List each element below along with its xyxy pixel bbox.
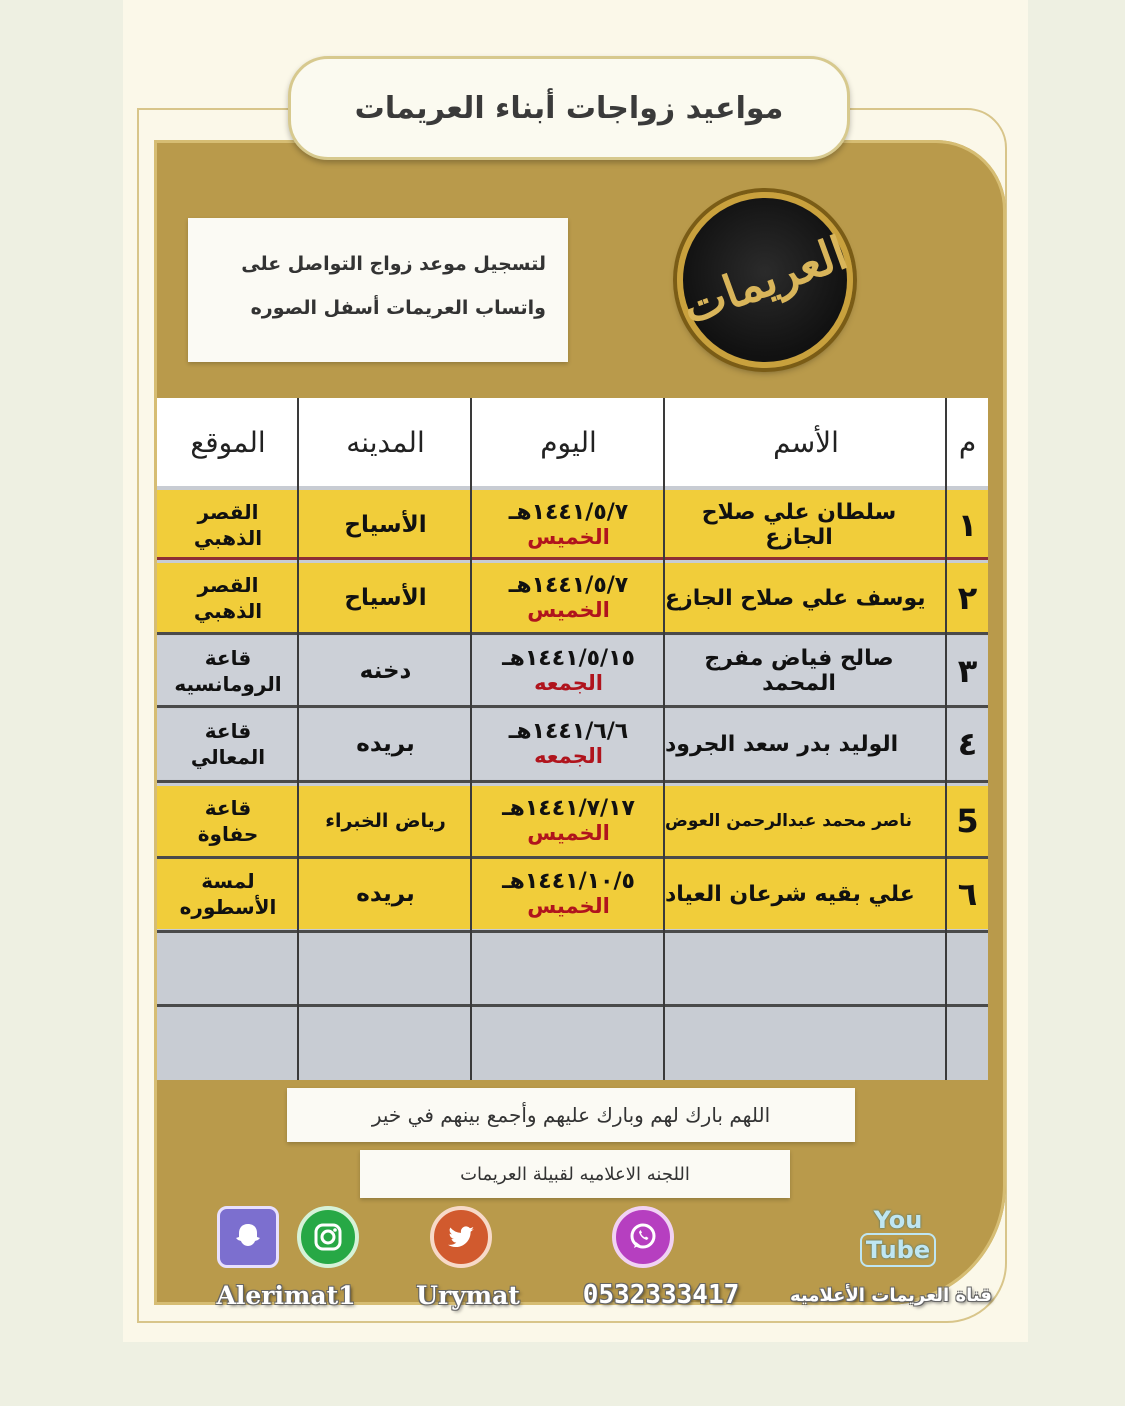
column-divider	[663, 398, 665, 1080]
row-location-line-2: الأسطوره	[179, 895, 277, 919]
row-day: الجمعه	[534, 671, 603, 695]
row-day: الجمعه	[534, 744, 603, 768]
row-location	[157, 786, 299, 856]
column-divider	[470, 398, 472, 1080]
row-divider	[157, 780, 988, 783]
twitter-icon[interactable]	[430, 1206, 492, 1268]
row-location-line-2: حفاوة	[197, 822, 259, 846]
whatsapp-number[interactable]: 0532333417	[582, 1280, 740, 1310]
table-row	[157, 709, 988, 779]
table-row	[157, 563, 988, 633]
youtube-channel-name[interactable]: قناة العريمات الأعلاميه	[790, 1284, 992, 1306]
info-box	[188, 218, 568, 362]
row-name: ناصر محمد عبدالرحمن العوض	[665, 811, 912, 831]
page-title: مواعيد زواجات أبناء العريمات	[354, 90, 784, 126]
row-num: ٦	[957, 875, 978, 913]
committee-text: اللجنه الاعلاميه لقبيلة العريمات	[460, 1163, 690, 1185]
row-date: ١٤٤١/١٠/٥هـ	[502, 869, 635, 894]
row-location	[157, 709, 299, 779]
row-location	[157, 859, 299, 929]
row-date: ١٤٤١/٦/٦هـ	[508, 719, 629, 744]
row-num: 5	[956, 802, 979, 840]
column-divider	[297, 398, 299, 1080]
title-box	[288, 56, 850, 160]
row-location-line-1: قاعة	[204, 719, 252, 743]
row-day: الخميس	[527, 598, 610, 622]
snapchat-handle[interactable]: Alerimat1	[216, 1280, 356, 1310]
row-divider	[157, 557, 988, 560]
row-name: علي بقيه شرعان العياد	[665, 881, 915, 907]
prayer-box	[287, 1088, 855, 1142]
row-num: ٢	[957, 579, 978, 617]
row-city: الأسياح	[344, 585, 427, 611]
header-location: الموقع	[190, 425, 266, 459]
header-num: م	[958, 425, 977, 459]
row-name: الوليد بدر سعد الجرود	[665, 731, 899, 757]
row-name: صالح فياض مفرج المحمد	[704, 646, 894, 696]
whatsapp-icon[interactable]	[612, 1206, 674, 1268]
row-city: الأسياح	[344, 512, 427, 538]
row-city: بريده	[356, 881, 415, 907]
row-date-day	[472, 786, 665, 856]
row-city: بريده	[356, 731, 415, 757]
row-day: الخميس	[527, 894, 610, 918]
row-city: دخنه	[359, 658, 412, 684]
instagram-icon[interactable]	[297, 1206, 359, 1268]
row-name: سلطان علي صلاح الجازع	[701, 500, 897, 550]
row-divider	[157, 705, 988, 708]
row-city: رياض الخبراء	[325, 810, 446, 832]
prayer-text: اللهم بارك لهم وبارك عليهم وأجمع بينهم في خير	[371, 1103, 771, 1127]
table-row	[157, 786, 988, 856]
row-location-line-2: الرومانسيه	[174, 672, 282, 696]
row-location-line-2: الذهبي	[193, 526, 263, 550]
snapchat-icon[interactable]	[217, 1206, 279, 1268]
youtube-icon-bottom: Tube	[860, 1233, 936, 1267]
row-date: ١٤٤١/٥/١٥هـ	[502, 646, 635, 671]
row-date-day	[472, 709, 665, 779]
row-location	[157, 636, 299, 706]
header-name: الأسم	[773, 425, 839, 459]
row-date-day	[472, 636, 665, 706]
youtube-icon-top: You	[873, 1206, 923, 1234]
row-day: الخميس	[527, 525, 610, 549]
schedule-table	[157, 398, 988, 1080]
row-location	[157, 563, 299, 633]
row-date-day	[472, 859, 665, 929]
row-num: ٤	[957, 725, 978, 763]
row-location-line-2: المعالي	[190, 745, 266, 769]
row-day: الخميس	[527, 821, 610, 845]
table-row	[157, 859, 988, 929]
row-location-line-2: الذهبي	[193, 599, 263, 623]
row-name: يوسف علي صلاح الجازع	[665, 585, 926, 611]
youtube-icon[interactable]	[867, 1200, 929, 1274]
row-date-day	[472, 563, 665, 633]
row-location-line-1: لمسة	[201, 869, 255, 893]
row-location	[157, 490, 299, 560]
info-line-2: واتساب العريمات أسفل الصوره	[250, 297, 546, 319]
row-date: ١٤٤١/٧/١٧هـ	[502, 796, 635, 821]
row-location-line-1: القصر	[197, 573, 259, 597]
header-city: المدينه	[346, 425, 425, 459]
column-divider	[945, 398, 947, 1080]
row-date-day	[472, 490, 665, 560]
row-location-line-1: قاعة	[204, 646, 252, 670]
row-date: ١٤٤١/٥/٧هـ	[508, 500, 629, 525]
row-divider	[157, 856, 988, 859]
committee-box	[360, 1150, 790, 1198]
logo-text: العريمات	[675, 225, 855, 335]
table-row	[157, 636, 988, 706]
row-location-line-1: قاعة	[204, 796, 252, 820]
row-num: ٣	[957, 652, 978, 690]
info-line-1: لتسجيل موعد زواج التواصل على	[241, 253, 546, 275]
row-divider	[157, 1004, 988, 1007]
row-num: ١	[957, 506, 978, 544]
logo	[677, 192, 853, 368]
row-location-line-1: القصر	[197, 500, 259, 524]
row-divider	[157, 632, 988, 635]
table-row	[157, 490, 988, 560]
header-day: اليوم	[540, 425, 597, 459]
row-divider	[157, 930, 988, 933]
row-date: ١٤٤١/٥/٧هـ	[508, 573, 629, 598]
table-header-row	[157, 398, 988, 486]
twitter-handle[interactable]: Urymat	[416, 1280, 520, 1310]
